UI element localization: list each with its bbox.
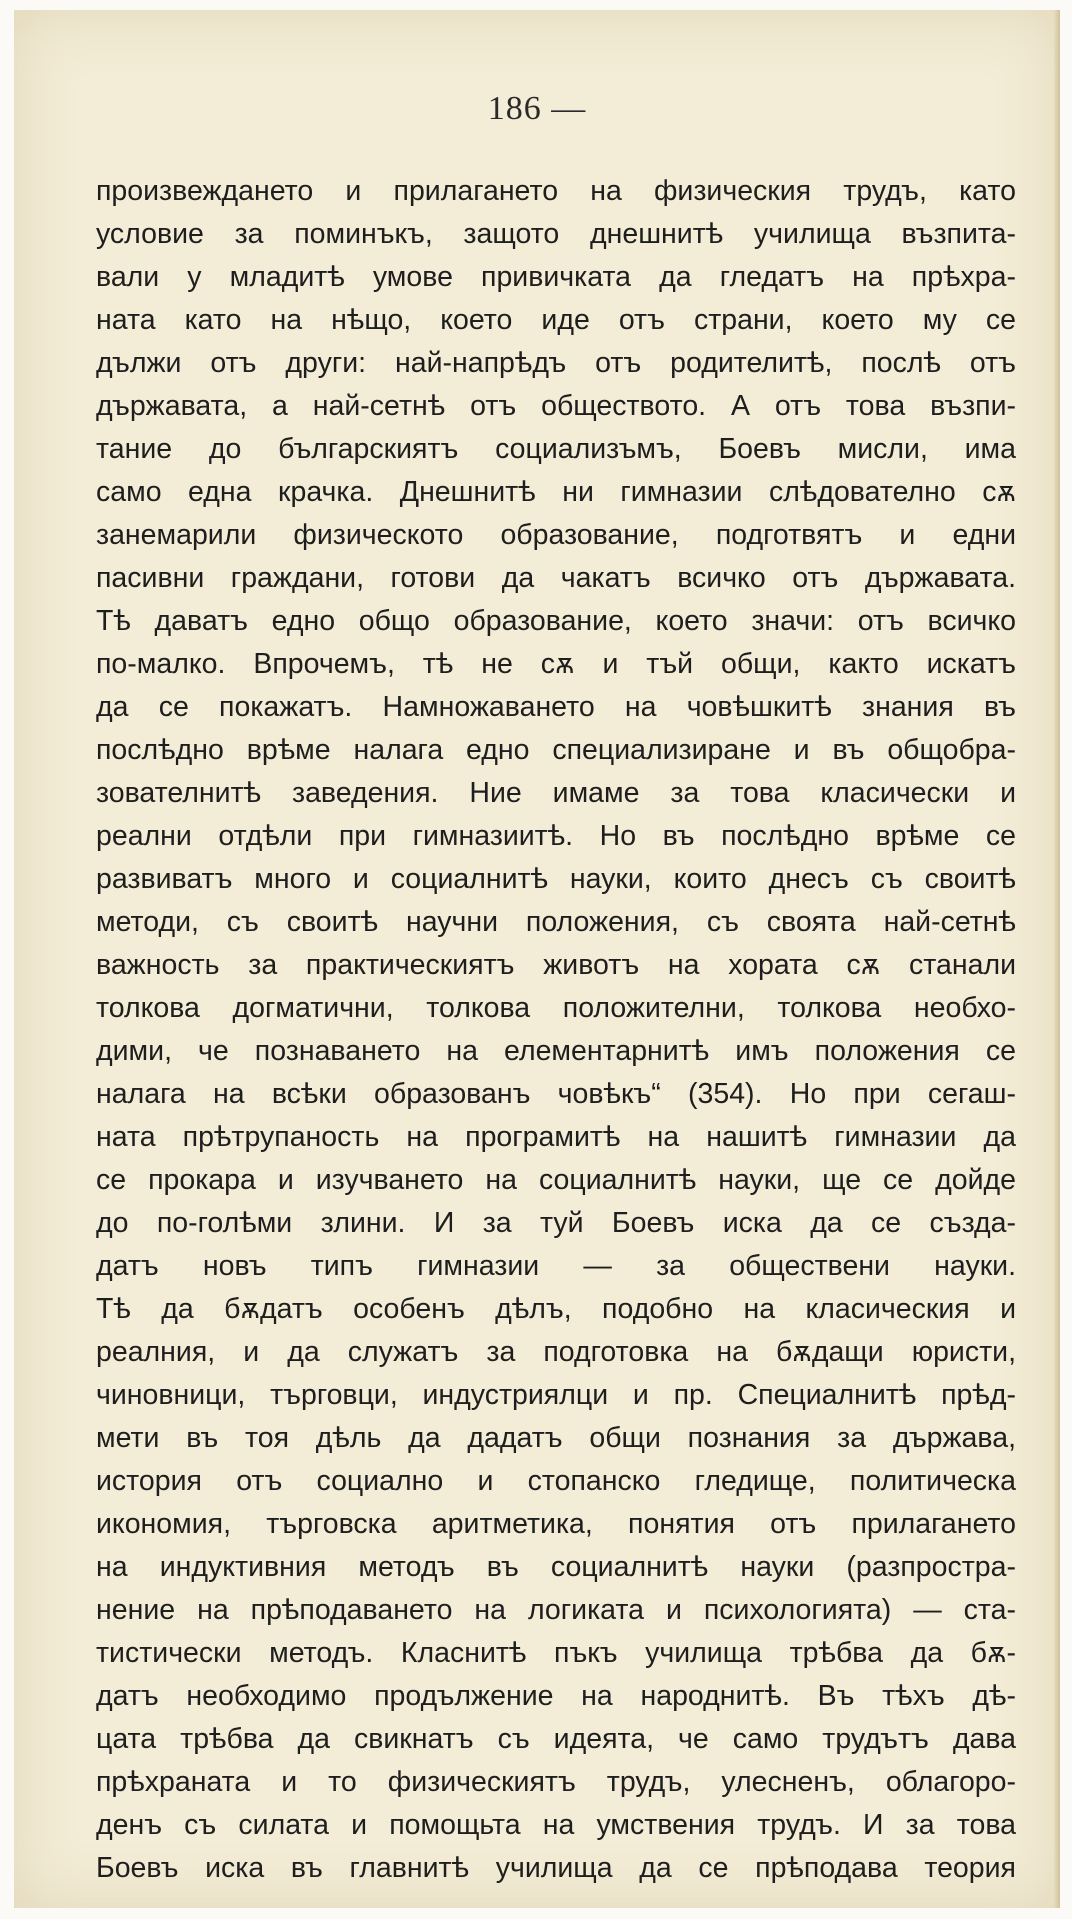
text-line: тистически методъ. Класнитѣ пъкъ училища трѣбва да бѫ- xyxy=(96,1637,1016,1669)
text-line: ната като на нѣщо, което иде отъ страни, което му се xyxy=(96,304,1016,336)
text-line: на индуктивния методъ въ социалнитѣ науки (разпростра- xyxy=(96,1551,1016,1583)
text-line: занемарили физическото образование, подготвятъ и едни xyxy=(96,519,1016,551)
book-page xyxy=(14,10,1060,1908)
body-text xyxy=(96,170,1016,1890)
text-line: реалния, и да служатъ за подготовка на бѫдащи юристи, xyxy=(96,1336,1016,1368)
text-line: тание до българскиятъ социализъмъ, Боевъ мисли, има xyxy=(96,433,1016,465)
text-line: се прокара и изучването на социалнитѣ науки, ще се дойде xyxy=(96,1164,1016,1196)
text-line: дими, че познаването на елементарнитѣ имъ положения се xyxy=(96,1035,1016,1067)
text-line: мети въ тоя дѣль да дадатъ общи познания за държава, xyxy=(96,1422,1016,1454)
text-line: да се покажатъ. Намножаването на човѣшкитѣ знания въ xyxy=(96,691,1016,723)
text-line: датъ необходимо продължение на народнитѣ. Въ тѣхъ дѣ- xyxy=(96,1680,1016,1712)
text-line: Тѣ да бѫдатъ особенъ дѣлъ, подобно на класическия и xyxy=(96,1293,1016,1325)
text-line: реални отдѣли при гимназиитѣ. Но въ послѣдно врѣме се xyxy=(96,820,1016,852)
text-line: цата трѣбва да свикнатъ съ идеята, че само трудътъ дава xyxy=(96,1723,1016,1755)
text-line: до по-голѣми злини. И за туй Боевъ иска да се създа- xyxy=(96,1207,1016,1239)
text-line: вали у младитѣ умове привичката да гледатъ на прѣхра- xyxy=(96,261,1016,293)
text-line: дължи отъ други: най-напрѣдъ отъ родителитѣ, послѣ отъ xyxy=(96,347,1016,379)
text-line: денъ съ силата и помощьта на умствения трудъ. И за това xyxy=(96,1809,1016,1841)
text-line: по-малко. Впрочемъ, тѣ не сѫ и тъй общи, както искатъ xyxy=(96,648,1016,680)
text-line: само една крачка. Днешнитѣ ни гимназии слѣдователно сѫ xyxy=(96,476,1016,508)
text-line: послѣдно врѣме налага едно специализиране и въ общобра- xyxy=(96,734,1016,766)
text-line: налага на всѣки образованъ човѣкъ“ (354). Но при сегаш- xyxy=(96,1078,1016,1110)
text-line: пасивни граждани, готови да чакатъ всичко отъ държавата. xyxy=(96,562,1016,594)
text-line: държавата, а най-сетнѣ отъ обществото. А отъ това възпи- xyxy=(96,390,1016,422)
page-number: 186 — xyxy=(487,90,587,127)
text-line: прѣхраната и то физическиятъ трудъ, улесненъ, облагоро- xyxy=(96,1766,1016,1798)
text-line: икономия, търговска аритметика, понятия отъ прилагането xyxy=(96,1508,1016,1540)
text-line: толкова догматични, толкова положителни, толкова необхо- xyxy=(96,992,1016,1024)
text-line: развиватъ много и социалнитѣ науки, които днесъ съ своитѣ xyxy=(96,863,1016,895)
text-line: зователнитѣ заведения. Ние имаме за това класически и xyxy=(96,777,1016,809)
text-line: произвеждането и прилагането на физическия трудъ, като xyxy=(96,175,1016,207)
text-line: Тѣ даватъ едно общо образование, което значи: отъ всичко xyxy=(96,605,1016,637)
page-edge xyxy=(1054,10,1060,1908)
text-line: история отъ социално и стопанско гледище, политическа xyxy=(96,1465,1016,1497)
text-line: ната прѣтрупаность на програмитѣ на нашитѣ гимназии да xyxy=(96,1121,1016,1153)
text-line: важность за практическиятъ животъ на хората сѫ станали xyxy=(96,949,1016,981)
text-line: методи, съ своитѣ научни положения, съ своята най-сетнѣ xyxy=(96,906,1016,938)
text-line: Боевъ иска въ главнитѣ училища да се прѣподава теория xyxy=(96,1852,1016,1884)
text-line: условие за поминъкъ, защото днешнитѣ училища възпита- xyxy=(96,218,1016,250)
text-line: датъ новъ типъ гимназии — за обществени науки. xyxy=(96,1250,1016,1282)
text-line: нение на прѣподаването на логиката и психологията) — ста- xyxy=(96,1594,1016,1626)
text-line: чиновници, търговци, индустриялци и пр. Специалнитѣ прѣд- xyxy=(96,1379,1016,1411)
